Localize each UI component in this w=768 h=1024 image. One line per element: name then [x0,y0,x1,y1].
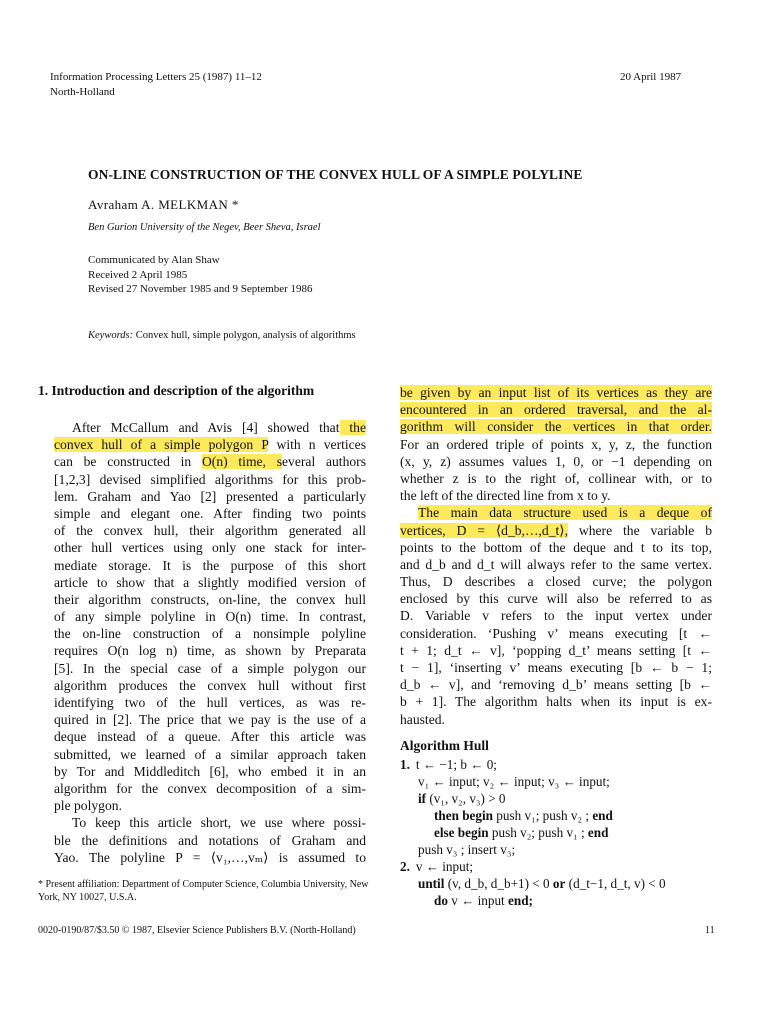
line-text: algorithm for the convex decomposition of a sim- [54,780,366,796]
text-line [400,418,712,435]
highlighted-text: vertices, D = ⟨d_b,…,d_t⟩, [400,522,569,538]
text-line [400,487,712,504]
text-line [400,693,712,710]
line-text: t − 1], ‘inserting v’ means executing [b ← b − 1; [400,660,712,675]
algorithm-text: v ← input [447,893,509,908]
line-text: [5]. In the special case of a simple polygon our [54,660,366,676]
line-text: everal authors [282,454,366,470]
line-text: ple polygon. [54,798,122,814]
text-line [54,539,366,556]
section-heading: 1. Introduction and description of the algorithm [38,383,315,398]
line-text: Thus, D describes a closed curve; the polygon [400,574,712,590]
line-text: After McCallum and Avis [4] showed that [72,420,340,435]
text-line [54,488,366,505]
text-line [54,471,366,488]
highlighted-text: gorithm will consider the vertices in that order. [400,419,712,435]
text-line [54,728,366,745]
text-line [400,539,712,556]
algorithm-text: push v₃ ; insert v₃; [418,842,516,857]
text-line [400,659,712,676]
step-number: 1. [400,757,410,772]
keywords [88,330,356,341]
highlighted-text: The main data structure used is a deque of [418,505,712,521]
highlighted-text: encountered in an ordered traversal, and the al- [400,402,712,418]
line-text: (x, y, z) assumes values 1, 0, or −1 depending on [400,453,712,469]
text-line [400,470,712,487]
journal-citation: Information Processing Letters 25 (1987) 11–12 [50,71,262,83]
algorithm-line [400,807,666,824]
text-line [400,625,712,642]
algorithm-text: (v, d_b, d_b+1) < 0 [444,876,553,891]
algorithm-line [400,858,666,875]
text-line [400,522,712,539]
text-line [54,711,366,728]
line-text: whether z is to the right of, collinear with, or to [400,470,712,486]
line-text: D. Variable v refers to the input vertex under [400,608,712,624]
keywords-label: Keywords: [88,330,134,341]
footnote: * Present affiliation: Department of Computer Science, Columbia University, New York, NY 10027, U.S.A. [38,879,369,903]
line-text: the left of the directed line from x to y. [400,488,611,504]
line-text: article to show that a slightly modified version of [54,574,366,590]
keywords-text: Convex hull, simple polygon, analysis of algorithms [135,330,356,341]
algorithm-text: (d_t−1, d_t, v) < 0 [565,876,666,891]
algorithm-keyword: do [434,893,448,908]
text-line [54,625,366,642]
communicated-by: Communicated by Alan Shaw [88,254,220,266]
line-text: points to the bottom of the deque and t to its top, [400,539,712,555]
line-text: deque instead of a queue. After this article was [54,729,366,745]
author-name: Avraham A. MELKMAN * [88,197,239,212]
publisher-name: North-Holland [50,86,115,98]
algorithm-keyword: or [552,876,566,891]
text-line [54,797,366,814]
line-text: consideration. ‘Pushing v’ means executing [t ← [400,625,712,641]
text-line [54,419,366,436]
algorithm-keyword: then begin [434,808,493,823]
algorithm-text: push v₂; push v₁ ; [488,825,588,840]
text-line [400,401,712,418]
line-text: d_b ← v], and ‘removing d_b’ means setting [b ← [400,677,712,693]
received-date: Received 2 April 1985 [88,269,188,281]
line-text: t + 1; d_t ← v], ‘popping d_t’ means setting [t ← [400,642,712,658]
line-text: mediate storage. It is the purpose of this short [54,557,366,573]
text-line [400,676,712,693]
text-line [400,642,712,659]
line-text: by Tor and Middleditch [6], who embed it in an [54,763,366,779]
text-line [54,780,366,797]
algorithm-line [400,756,666,773]
text-line [400,436,712,453]
highlighted-text: the [339,420,366,435]
algorithm-body [400,756,666,909]
text-line [54,832,366,849]
line-text: of the convex hull, their algorithm generated all [54,523,366,539]
line-text: [1,2,3] devised simplified algorithms for this prob- [54,471,366,487]
step-number: 2. [400,859,410,874]
line-text: other hull vertices using only one stack for inter- [54,540,366,556]
line-text: enclosed by this curve will also be referred to as [400,591,712,607]
left-column-text [54,419,366,866]
text-line [54,849,366,866]
text-line [54,694,366,711]
line-text: their algorithm constructs, on-line, the convex hull [54,591,366,607]
algorithm-text: v ← input; [415,859,474,874]
line-text: with n vertices [268,437,367,453]
text-line [54,608,366,625]
text-line [54,814,366,831]
algorithm-title: Algorithm Hull [400,738,489,753]
algorithm-text: t ← −1; b ← 0; [415,757,497,772]
text-line [54,505,366,522]
line-text: b + 1]. The algorithm halts when its input is ex- [400,694,712,710]
algorithm-text: push v₁; push v₂ ; [493,808,593,823]
algorithm-line [400,841,666,858]
algorithm-line [400,790,666,807]
text-line [54,453,366,470]
algorithm-line [400,773,666,790]
text-line [54,574,366,591]
highlighted-text: O(n) time, s [201,454,283,470]
algorithm-line [400,875,666,892]
text-line [54,763,366,780]
line-text: and d_b and d_t will always refer to the same vertex. [400,556,712,572]
text-line [400,504,712,521]
issue-date: 20 April 1987 [620,71,682,83]
right-column-text [400,384,712,728]
text-line [54,557,366,574]
text-line [400,590,712,607]
text-line [400,573,712,590]
algorithm-keyword: else begin [434,825,489,840]
text-line [400,607,712,624]
line-text: For an ordered triple of points x, y, z, the function [400,436,712,452]
line-text: lem. Graham and Yao [2] presented a particularly [54,488,366,504]
text-line [400,711,712,728]
line-text: quired in [2]. The price that we pay is the use of a [54,712,366,728]
text-line [54,591,366,608]
line-text: Yao. The polyline P = ⟨v₁,…,vₘ⟩ is assumed to [54,849,366,865]
copyright-line: 0020-0190/87/$3.50 © 1987, Elsevier Science Publishers B.V. (North-Holland) [38,925,356,936]
author-affiliation: Ben Gurion University of the Negev, Beer Sheva, Israel [88,222,321,233]
revised-date: Revised 27 November 1985 and 9 September 1986 [88,283,313,295]
text-line [54,436,366,453]
algorithm-keyword: until [418,876,445,891]
text-line [54,642,366,659]
line-text: algorithm produces the convex hull without first [54,677,366,693]
paper-title: ON-LINE CONSTRUCTION OF THE CONVEX HULL OF A SIMPLE POLYLINE [88,167,583,182]
text-line [54,746,366,763]
text-line [54,677,366,694]
highlighted-text: convex hull of a simple polygon P [54,437,269,453]
algorithm-text: v₁ ← input; v₂ ← input; v₃ ← input; [418,774,610,789]
text-line [400,556,712,573]
algorithm-keyword: end [587,825,609,840]
line-text: requires O(n log n) time, as shown by Preparata [54,643,366,659]
highlighted-text: be given by an input list of its vertices as they are [400,385,712,400]
algorithm-keyword: end [592,808,613,823]
page-number: 11 [705,925,715,936]
line-text: submitted, we learned of a similar approach taken [54,746,366,762]
algorithm-text: (v₁, v₂, v₃) > 0 [426,791,506,806]
text-line [54,522,366,539]
line-text: can be constructed in [54,454,202,470]
line-text: simple and elegant one. After finding two points [54,505,366,521]
line-text: where the variable b [568,522,712,538]
line-text: To keep this article short, we use where possi- [72,815,366,831]
text-line [400,453,712,470]
algorithm-line [400,892,666,909]
text-line [54,660,366,677]
algorithm-keyword: end; [508,893,533,908]
journal-header [50,70,262,100]
algorithm-keyword: if [418,791,427,806]
line-text: of any simple polyline in O(n) time. In contrast, [54,609,366,625]
line-text: ble the definitions and notations of Graham and [54,832,366,848]
line-text: identifying two of the hull vertices, as was re- [54,695,366,710]
line-text: the on-line construction of a nonsimple polyline [54,626,366,642]
line-text: hausted. [400,711,445,727]
text-line [400,384,712,401]
algorithm-line [400,824,666,841]
